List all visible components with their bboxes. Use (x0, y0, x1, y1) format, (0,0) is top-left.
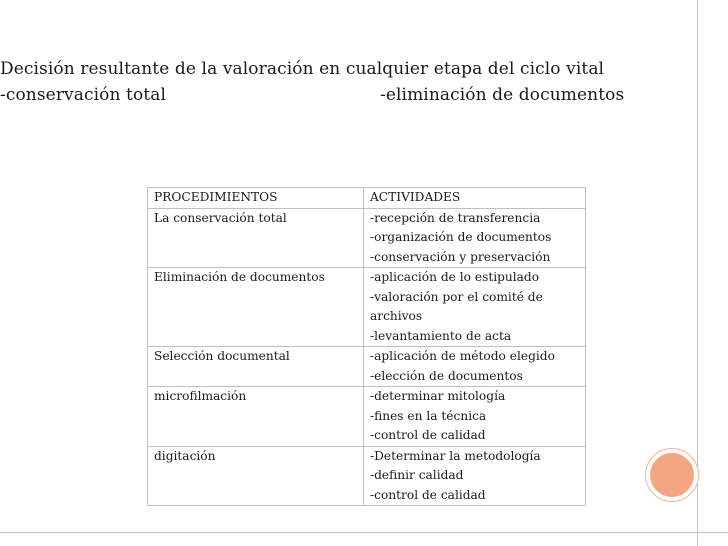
slide-line-options (0, 82, 660, 108)
activity-line: -fines en la técnica (370, 408, 487, 423)
option-elimination: -eliminación de documentos (380, 85, 625, 105)
activity-line: -aplicación de método elegido (370, 349, 555, 363)
accent-circle (650, 453, 694, 497)
activities-cell (364, 446, 586, 506)
activity-line: -organización de documentos (370, 230, 552, 244)
frame-horizontal-line (0, 532, 728, 533)
table-header-row (148, 188, 586, 209)
activity-line: -elección de documentos (370, 368, 523, 383)
table-row (148, 208, 586, 268)
activity-line: -valoración por el comité de (370, 289, 543, 304)
header-activities: ACTIVIDADES (364, 188, 586, 209)
activity-line: -levantamiento de acta (370, 328, 512, 343)
procedures-table (147, 187, 586, 506)
option-conservation: -conservación total (0, 85, 167, 105)
activity-line: -definir calidad (370, 468, 464, 482)
activities-cell (364, 347, 586, 387)
activity-line: archivos (370, 309, 423, 323)
procedure-cell: La conservación total (148, 208, 364, 268)
slide-line-decision: Decisión resultante de la valoración en cualquier etapa del ciclo vital (0, 59, 605, 79)
slide-body (0, 56, 660, 108)
activity-line: -determinar mitología (370, 389, 506, 403)
activity-line: -recepción de transferencia (370, 210, 541, 225)
activity-line: -conservación y preservación (370, 249, 551, 264)
activity-line: -control de calidad (370, 487, 486, 502)
table-row (148, 387, 586, 447)
table-row (148, 347, 586, 387)
activity-line: -control de calidad (370, 428, 486, 442)
frame-vertical-line (697, 0, 698, 546)
activity-line: -Determinar la metodología (370, 448, 541, 463)
table-row (148, 446, 586, 506)
procedure-cell: microfilmación (148, 387, 364, 447)
procedure-cell: Selección documental (148, 347, 364, 387)
procedure-cell: Eliminación de documentos (148, 268, 364, 347)
table-row (148, 268, 586, 347)
activity-line: -aplicación de lo estipulado (370, 270, 540, 284)
header-procedures: PROCEDIMIENTOS (148, 188, 364, 209)
activities-cell (364, 268, 586, 347)
activities-cell (364, 208, 586, 268)
procedure-cell: digitación (148, 446, 364, 506)
activities-cell (364, 387, 586, 447)
